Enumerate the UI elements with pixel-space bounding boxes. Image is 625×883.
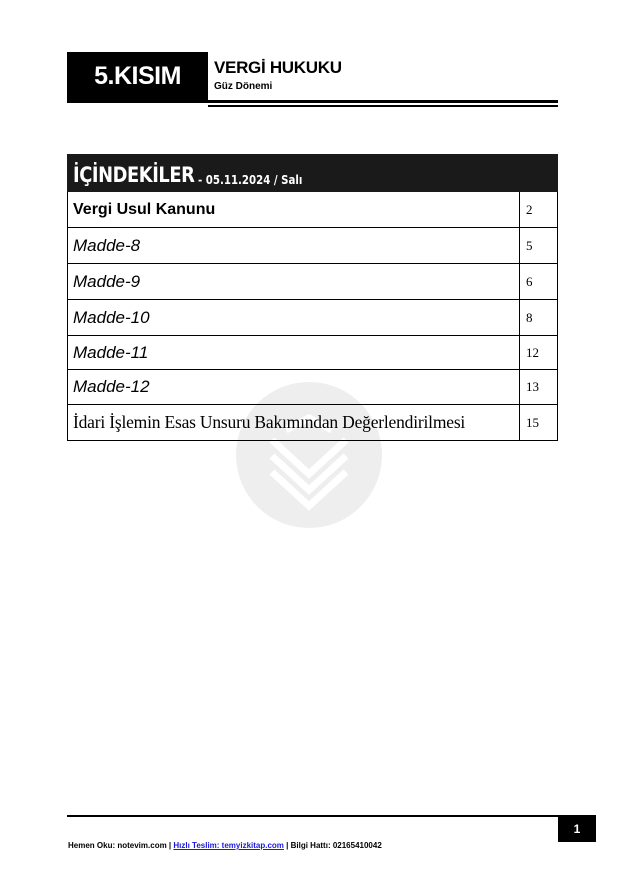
toc-row[interactable] xyxy=(67,370,558,405)
toc-entry-label: Madde-10 xyxy=(73,307,150,327)
header-divider xyxy=(67,100,558,103)
toc-entry-label: Madde-9 xyxy=(73,271,141,291)
toc-row[interactable] xyxy=(67,405,558,441)
toc-row[interactable] xyxy=(67,264,558,300)
page-subtitle: Güz Dönemi xyxy=(214,81,273,92)
hotline-text: Bilgi Hattı: 02165410042 xyxy=(290,841,382,850)
toc-entry-label: İdari İşlemin Esas Unsuru Bakımından Değerlendirilmesi xyxy=(73,412,466,432)
toc-entry-page: 13 xyxy=(526,379,539,394)
page-title: VERGİ HUKUKU xyxy=(214,58,342,77)
section-badge xyxy=(67,52,208,101)
toc-entry-page: 12 xyxy=(526,344,539,360)
toc-entry-page: 2 xyxy=(526,201,533,217)
footer-separator: | xyxy=(166,841,174,850)
toc-date: - 05.11.2024 / Salı xyxy=(197,173,303,187)
page-number-badge xyxy=(558,815,596,842)
toc-heading: İÇİNDEKİLER xyxy=(73,163,195,187)
toc-entry-label: Madde-12 xyxy=(73,377,150,396)
toc-entry-label: Vergi Usul Kanunu xyxy=(73,200,216,218)
footer-separator: | xyxy=(283,841,291,850)
toc-row[interactable] xyxy=(67,336,558,370)
toc-entry-page: 8 xyxy=(526,309,533,325)
toc-row[interactable] xyxy=(67,228,558,264)
footer-divider xyxy=(67,815,558,817)
toc-entry-page: 15 xyxy=(526,414,539,430)
toc-row[interactable] xyxy=(67,300,558,336)
toc-entry-label: Madde-8 xyxy=(73,235,141,255)
toc-header xyxy=(67,154,558,192)
toc-row[interactable] xyxy=(67,192,558,228)
toc-entry-page: 5 xyxy=(526,237,533,253)
page-number: 1 xyxy=(573,821,581,836)
footer-info xyxy=(68,841,382,850)
section-label: 5.KISIM xyxy=(94,62,181,90)
header-divider-secondary xyxy=(208,105,558,107)
toc-table xyxy=(67,192,558,441)
delivery-link[interactable]: Hızlı Teslim: temyizkitap.com xyxy=(173,841,284,850)
read-online-text: Hemen Oku: notevim.com xyxy=(68,841,167,850)
toc-entry-page: 6 xyxy=(526,273,533,289)
toc-entry-label: Madde-11 xyxy=(73,342,149,362)
